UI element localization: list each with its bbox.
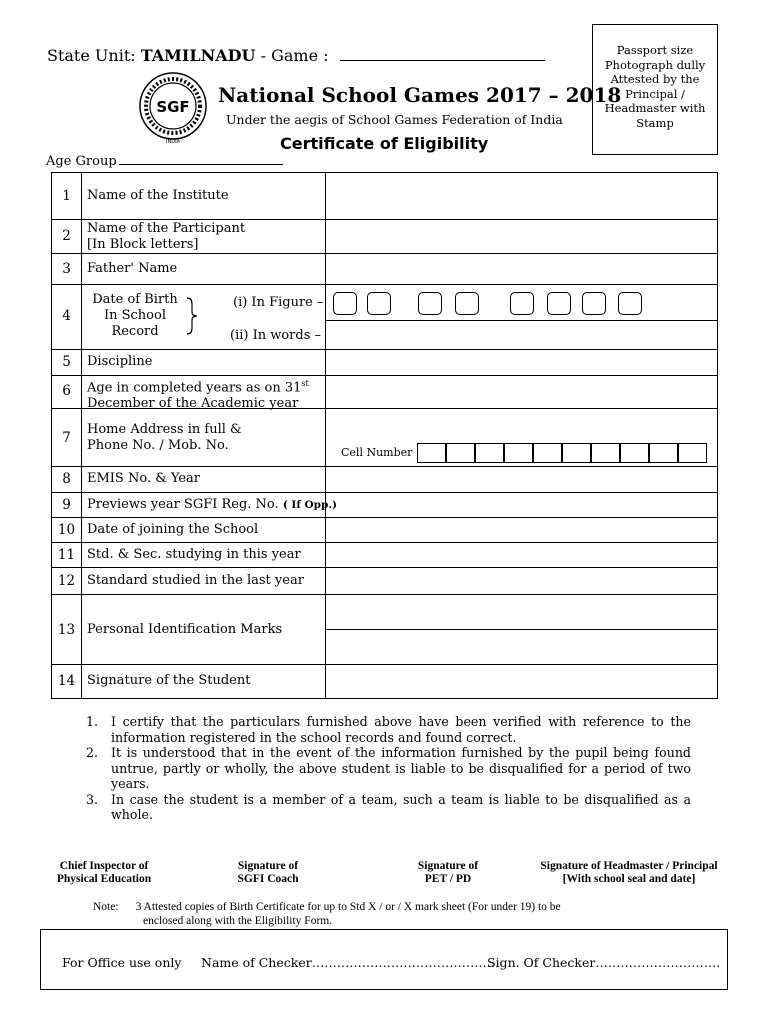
signature-line: Signature of Headmaster / Principal: [540, 860, 718, 872]
row-number: 3: [62, 261, 71, 277]
cell-digit-box[interactable]: [475, 443, 504, 463]
photo-box-line: Attested by the: [610, 72, 700, 86]
row-divider: [52, 253, 717, 254]
row-label-note: ( If Opp.): [282, 499, 337, 511]
row-number: 4: [62, 308, 71, 324]
photo-box-line: Passport size: [616, 43, 694, 57]
page-subtitle: Under the aegis of School Games Federation of India: [226, 112, 563, 127]
row-number: 7: [62, 430, 71, 446]
value-column-divider: [325, 173, 326, 698]
row-number: 14: [57, 673, 76, 689]
row-divider: [52, 466, 717, 467]
row-label-line: In School: [103, 308, 166, 323]
cell-digit-box[interactable]: [504, 443, 533, 463]
row-label-text: Age in completed years as on 31: [87, 380, 302, 396]
row-divider: [52, 349, 717, 350]
logo-country: INDIA: [166, 139, 180, 145]
row-label-line: Name of the Participant: [87, 221, 246, 236]
row-label-std-last: Standard studied in the last year: [87, 573, 304, 588]
photo-box-line: Principal /: [625, 86, 685, 101]
cell-digit-box[interactable]: [620, 443, 649, 463]
state-unit-line: [47, 46, 545, 65]
row-label-institute: Name of the Institute: [87, 188, 229, 203]
age-group-blank[interactable]: [119, 154, 283, 165]
row-number: 11: [57, 547, 76, 563]
row-label-father: Father' Name: [87, 261, 178, 276]
signature-line: [With school seal and date]: [562, 873, 696, 885]
state-unit-value: TAMILNADU: [140, 46, 256, 65]
right-brace-icon: [185, 296, 199, 336]
row-divider: [52, 219, 717, 220]
signature-line: SGFI Coach: [237, 873, 299, 885]
row-divider: [52, 284, 717, 285]
row-number: 12: [57, 573, 76, 589]
dob-words-label: (ii) In words –: [230, 328, 322, 343]
dob-year-digit-2[interactable]: [547, 292, 571, 315]
row-label-identification: Personal Identification Marks: [87, 622, 283, 637]
row-label-dob: [90, 292, 180, 340]
row-label-discipline: Discipline: [87, 354, 153, 369]
logo-text: SGF: [156, 98, 190, 116]
row-label-text: Previews year SGFI Reg. No.: [87, 497, 279, 512]
signature-line: Chief Inspector of: [59, 860, 149, 872]
signature-chief-inspector: [40, 860, 168, 886]
dob-figure-label: (i) In Figure –: [233, 295, 324, 310]
cell-digit-box[interactable]: [649, 443, 678, 463]
office-use-box: [40, 929, 728, 990]
cell-digit-box[interactable]: [533, 443, 562, 463]
cell-digit-box[interactable]: [678, 443, 707, 463]
dob-day-digit-1[interactable]: [333, 292, 357, 315]
signature-line: PET / PD: [424, 873, 472, 885]
photo-box-line: Stamp: [636, 115, 674, 130]
declaration-number: 1.: [86, 714, 99, 729]
row-label-participant: [87, 221, 245, 253]
number-column-divider: [81, 173, 82, 698]
row-label-signature: Signature of the Student: [87, 673, 251, 688]
row-number: 2: [62, 228, 71, 244]
row-divider: [52, 517, 717, 518]
photo-box-line: Headmaster with: [604, 101, 706, 115]
declarations-list: [86, 714, 691, 823]
game-label: - Game :: [255, 46, 334, 65]
note-line: [93, 901, 653, 915]
row-divider: [52, 594, 717, 595]
row-number: 13: [57, 622, 76, 638]
row-label-line: December of the Academic year: [87, 396, 299, 412]
checker-sign-field[interactable]: Sign. Of Checker…………………………: [487, 955, 721, 970]
row-label-sgfi: [87, 497, 337, 513]
page-title: National School Games 2017 – 2018: [218, 83, 622, 107]
signature-line: Signature of: [417, 860, 479, 872]
row-label-address: [87, 422, 242, 454]
row-label-line: [In Block letters]: [87, 237, 199, 252]
cell-number-label: Cell Number: [341, 446, 413, 459]
row-subdivider: [325, 629, 717, 630]
eligibility-form-table: [51, 172, 718, 699]
declaration-number: 3.: [86, 791, 99, 807]
game-blank-field[interactable]: [340, 46, 545, 61]
dob-year-digit-1[interactable]: [510, 292, 534, 315]
row-label-joining: Date of joining the School: [87, 522, 259, 537]
declaration-number: 2.: [86, 745, 99, 760]
office-use-label: For Office use only: [62, 955, 182, 970]
row-subdivider: [325, 320, 717, 321]
row-label-sup: st: [301, 379, 309, 388]
row-label-line: Home Address in full &: [87, 422, 242, 437]
row-number: 8: [62, 471, 71, 487]
age-group: [46, 154, 283, 169]
signature-pet-pd: [393, 860, 503, 886]
cell-digit-box[interactable]: [417, 443, 446, 463]
signature-line: Physical Education: [56, 873, 152, 885]
dob-year-digit-4[interactable]: [618, 292, 642, 315]
declaration-text: In case the student is a member of a team, such a team is liable to be disqualified as a whole.: [111, 791, 691, 822]
note: [93, 901, 653, 928]
state-unit-label: State Unit:: [47, 46, 141, 65]
checker-name-field[interactable]: Name of Checker………………………………………: [201, 955, 500, 970]
row-label-line: Phone No. / Mob. No.: [87, 438, 229, 453]
declaration-item: [86, 745, 691, 792]
dob-month-digit-1[interactable]: [418, 292, 442, 315]
cell-digit-box[interactable]: [446, 443, 475, 463]
certificate-title: Certificate of Eligibility: [280, 134, 489, 153]
note-label: Note:: [93, 901, 119, 913]
row-number: 10: [57, 522, 76, 538]
signature-sgfi-coach: [213, 860, 323, 886]
row-label-line: [87, 376, 309, 396]
row-label-age: [87, 376, 309, 412]
row-label-emis: EMIS No. & Year: [87, 471, 201, 486]
note-line: enclosed along with the Eligibility Form.: [143, 914, 333, 927]
row-label-std-current: Std. & Sec. studying in this year: [87, 547, 301, 562]
row-divider: [52, 664, 717, 665]
dob-day-digit-2[interactable]: [367, 292, 391, 315]
signature-headmaster: [530, 860, 728, 886]
row-number: 9: [62, 497, 71, 513]
photo-box-line: Photograph dully: [604, 57, 706, 72]
photo-box[interactable]: [592, 24, 718, 155]
declaration-item: [86, 714, 691, 745]
row-label-line: Date of Birth: [92, 292, 178, 307]
row-label-line: Record: [111, 324, 159, 339]
row-divider: [52, 492, 717, 493]
cell-digit-box[interactable]: [562, 443, 591, 463]
signature-line: Signature of: [237, 860, 299, 872]
sgf-logo: [137, 71, 209, 145]
row-number: 6: [62, 383, 71, 399]
note-text: 3 Attested copies of Birth Certificate for up to Std X / or / X mark sheet (For under 19) to be: [135, 901, 561, 913]
cell-digit-box[interactable]: [591, 443, 620, 463]
age-group-label: Age Group: [46, 154, 117, 169]
row-number: 1: [62, 188, 71, 204]
dob-month-digit-2[interactable]: [455, 292, 479, 315]
row-number: 5: [62, 354, 71, 370]
declaration-item: [86, 792, 691, 823]
row-divider: [52, 542, 717, 543]
dob-year-digit-3[interactable]: [582, 292, 606, 315]
declaration-text: It is understood that in the event of the information furnished by the pupil being found untrue, partly or wholly, the above student is liable to be disqualified for a period of two years.: [111, 745, 691, 791]
declaration-text: I certify that the particulars furnished above have been verified with reference to the information registered in the school records and found correct.: [111, 714, 691, 745]
row-divider: [52, 567, 717, 568]
